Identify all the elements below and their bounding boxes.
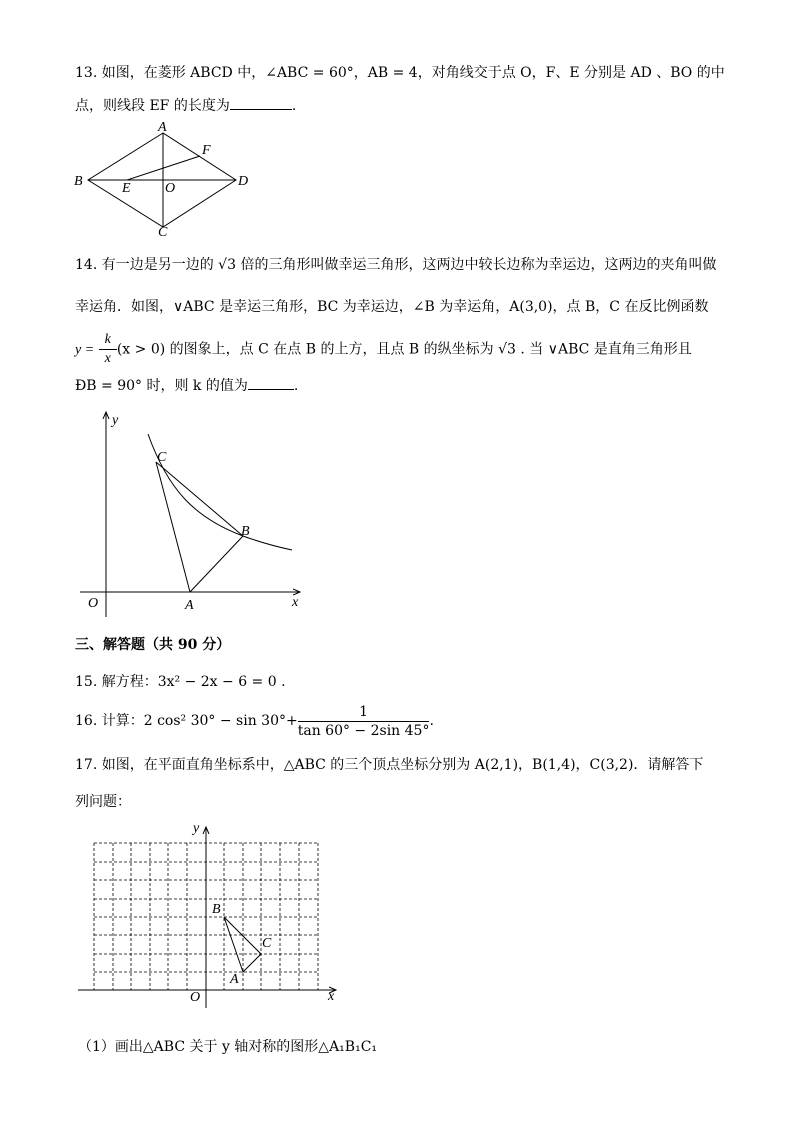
axis-label-y: y	[112, 413, 119, 428]
label-A: A	[158, 120, 167, 135]
q17-sub1: （1）画出△ABC 关于 y 轴对称的图形△A₁B₁C₁	[78, 1039, 378, 1055]
q13-line1: 13. 如图，在菱形 ABCD 中，∠ABC = 60°，AB = 4，对角线交于点 O，F、E 分别是 AD 、BO 的中	[75, 65, 725, 81]
label-C: C	[157, 450, 167, 465]
segment-ca	[156, 462, 190, 592]
q17-line2: 列问题：	[75, 794, 131, 810]
section-heading: 三、解答题（共 90 分）	[75, 637, 231, 653]
coordinate-grid-diagram	[70, 820, 345, 1010]
axis-label-y: y	[193, 821, 200, 836]
label-B: B	[241, 524, 250, 539]
q14-line2: 幸运角．如图，∨ABC 是幸运三角形，BC 为幸运边，∠B 为幸运角，A(3,0)，点 B，C 在反比例函数	[75, 299, 709, 315]
q16-numerator: 1	[298, 703, 430, 722]
hyperbola-curve	[148, 434, 292, 550]
q14-line4-end: .	[293, 378, 299, 394]
q14-y-eq: y =	[75, 342, 95, 358]
answer-blank-13	[230, 95, 292, 110]
axis-label-x: x	[328, 989, 335, 1004]
axis-label-x: x	[292, 595, 299, 610]
answer-blank-14	[248, 375, 294, 390]
origin-label: O	[88, 596, 99, 611]
q16-denominator: tan 60° − 2sin 45°	[297, 722, 430, 739]
q16-fraction	[298, 703, 430, 740]
label-O: O	[165, 181, 176, 196]
q14-frac-num: k	[99, 331, 117, 350]
label-C: C	[158, 225, 168, 238]
label-A: A	[230, 972, 239, 987]
q16-line	[75, 702, 434, 740]
q14-line4	[75, 375, 298, 396]
q15-text: 15. 解方程：3x² − 2x − 6 = 0 .	[75, 674, 286, 690]
q13-line2-text: 点，则线段 EF 的长度为	[75, 98, 230, 114]
segment-ab	[190, 536, 243, 592]
label-C: C	[262, 936, 272, 951]
q14-frac-den: x	[104, 351, 111, 366]
q14-line3	[75, 331, 692, 369]
q14-fraction	[99, 331, 117, 368]
label-F: F	[202, 143, 211, 158]
segment-cb	[156, 462, 243, 536]
q14-line1: 14. 有一边是另一边的 √3 倍的三角形叫做幸运三角形，这两边中较长边称为幸运边，这两边的夹角叫做	[75, 257, 717, 273]
triangle-abc	[224, 917, 261, 972]
label-B: B	[74, 174, 83, 189]
q16-prefix: 16. 计算：2 cos² 30° − sin 30°+	[75, 713, 298, 729]
origin-label: O	[190, 990, 201, 1005]
q16-suffix: .	[429, 713, 434, 729]
q14-line4-text: ÐB = 90° 时，则 k 的值为	[75, 378, 248, 394]
q13-line2-end: .	[291, 98, 297, 114]
label-D: D	[238, 174, 249, 189]
q14-line3-rest: (x > 0) 的图象上，点 C 在点 B 的上方，且点 B 的纵坐标为 √3 . 当 ∨ABC 是直角三角形且	[116, 341, 692, 358]
q17-line1: 17. 如图，在平面直角坐标系中，△ABC 的三个顶点坐标分别为 A(2,1)，B(1,4)，C(3,2)．请解答下	[75, 757, 704, 773]
label-A: A	[185, 598, 194, 613]
hyperbola-diagram	[70, 405, 320, 620]
q13-line2	[75, 95, 296, 116]
label-B: B	[212, 902, 221, 917]
rhombus-diagram	[70, 118, 270, 238]
label-E: E	[122, 181, 131, 196]
